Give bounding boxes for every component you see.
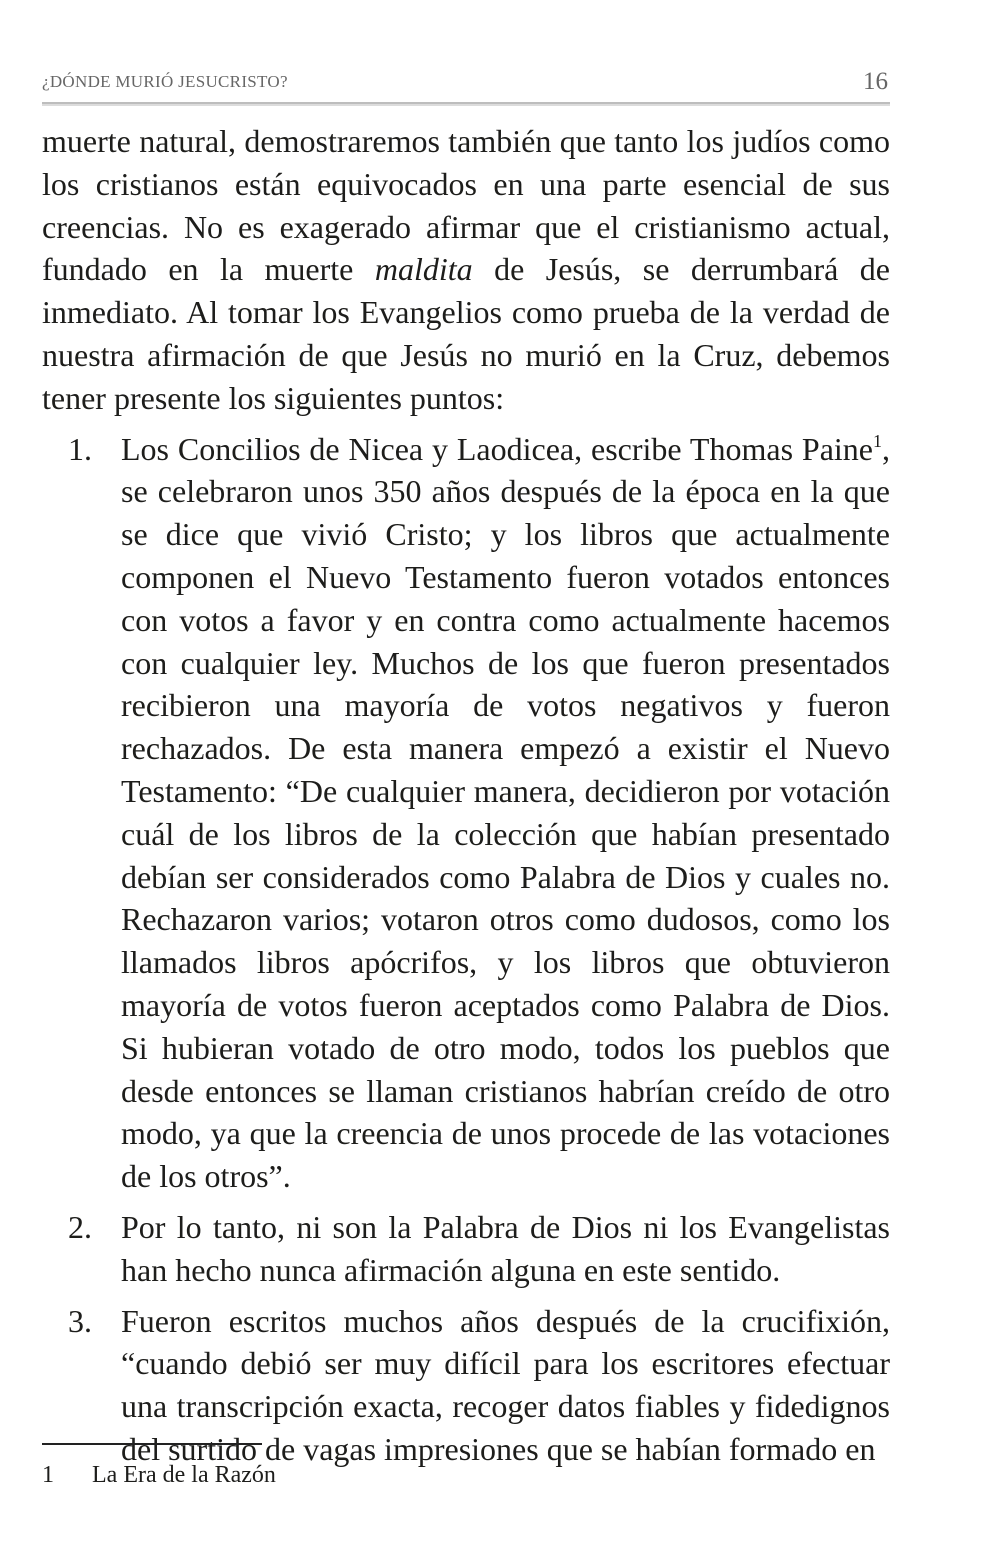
body-text bbox=[42, 120, 890, 1471]
footnote-reference[interactable]: 1 bbox=[873, 430, 882, 451]
footnote bbox=[42, 1462, 276, 1489]
intro-paragraph: muerte natural, demostraremos también que tanto los judíos como los cristianos están equivocados en una parte esencial de sus creencias. No es exagerado afirmar que el cristianismo actual, fundado en la muerte maldita de Jesús, se derrumbará de inmediato. Al tomar los Evangelios como prueba de la verdad de nuestra afirmación de que Jesús no murió en la Cruz, debemos tener presente los siguientes puntos: bbox=[42, 123, 891, 416]
footnote-rule bbox=[42, 1443, 262, 1445]
header-rule bbox=[42, 102, 890, 104]
footnote-number: 1 bbox=[42, 1462, 54, 1488]
footnote-text: La Era de la Razón bbox=[92, 1462, 276, 1488]
list-item: 1. Los Concilios de Nicea y Laodicea, escribe Thomas Paine$^1$, se celebraron unos 350 años después de la época en la que se dice que vivió Cristo; y los libros que actualmente componen el Nuevo Testamento fueron votados entonces con votos a favor y en contra como actualmente hacemos con cualquier ley. Muchos de los que fueron presentados recibieron una mayoría de votos negativos y fueron rechazados. De esta manera empezó a existir el Nuevo Testamento: “De cualquier manera, decidieron por votación cuál de los libros de la colección que habían presentado debían ser considerados como Palabra de Dios y cuales no. Rechazaron varios; votaron otros como dudosos, como los llamados libros apócrifos, y los libros que obtuvieron mayoría de votos fueron aceptados como Palabra de Dios. Si hubieran votado de otro modo, todos los pueblos que desde entonces se llaman cristianos habrían creído de otro modo, ya que la creencia de unos procede de las votaciones de los otros”. bbox=[42, 428, 890, 1198]
list-item: 2. Por lo tanto, ni son la Palabra de Dios ni los Evangelistas han hecho nunca afirmación alguna en este sentido. bbox=[42, 1206, 890, 1292]
list-item-number: 1. bbox=[68, 430, 92, 467]
list-item-number: 2. bbox=[68, 1208, 92, 1245]
list-item-number: 3. bbox=[68, 1302, 92, 1339]
numbered-list bbox=[42, 428, 890, 1471]
list-item: 3. Fueron escritos muchos años después de la crucifixión, “cuando debió ser muy difícil para los escritores efectuar una transcripción exacta, recoger datos fiables y fidedignos del surtido de vagas impresiones que se habían formado en bbox=[42, 1300, 890, 1471]
running-header-title: ¿DÓNDE MURIÓ JESUCRISTO? bbox=[42, 72, 288, 91]
running-header bbox=[42, 68, 890, 98]
page-number: 16 bbox=[863, 68, 888, 95]
emphasis-word: maldita bbox=[374, 251, 473, 288]
